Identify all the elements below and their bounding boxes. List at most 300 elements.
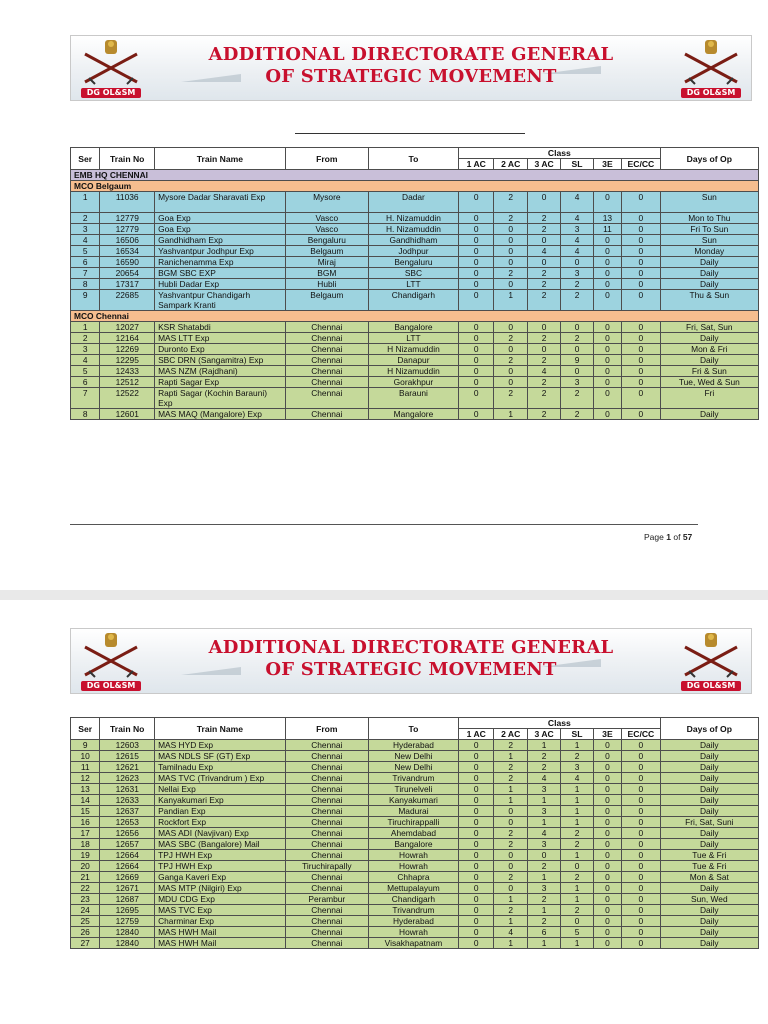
cell-class-count: 0 (622, 916, 661, 927)
cell-to: Barauni (368, 388, 458, 409)
cell-to: SBC (368, 268, 458, 279)
cell-class-count: 2 (527, 290, 560, 311)
table-row (71, 246, 759, 257)
cell-class-count: 2 (561, 279, 593, 290)
cell-class-count: 11 (593, 224, 621, 235)
cell-ser: 27 (71, 938, 100, 949)
col-header-1ac: 1 AC (459, 159, 494, 170)
cell-class-count: 0 (622, 366, 661, 377)
cell-to: H. Nizamuddin (368, 213, 458, 224)
cell-class-count: 0 (593, 751, 621, 762)
cell-class-count: 0 (593, 279, 621, 290)
cell-from: Chennai (285, 377, 368, 388)
table-header (71, 718, 759, 740)
cell-class-count: 0 (494, 817, 527, 828)
banner-title: ADDITIONAL DIRECTORATE GENERAL OF STRATEGIC MOVEMENT (208, 637, 614, 680)
cell-class-count: 2 (527, 861, 560, 872)
cell-class-count: 0 (622, 235, 661, 246)
cell-class-count: 0 (593, 257, 621, 268)
cell-class-count: 0 (494, 279, 527, 290)
cell-ser: 2 (71, 213, 100, 224)
cell-class-count: 0 (593, 344, 621, 355)
cell-train-name: Rapti Sagar Exp (155, 377, 286, 388)
cell-from: Bengaluru (285, 235, 368, 246)
cell-class-count: 4 (494, 927, 527, 938)
cell-days: Sun (660, 235, 758, 246)
cell-class-count: 2 (527, 409, 560, 420)
cell-to: Jodhpur (368, 246, 458, 257)
cell-days: Fri & Sun (660, 366, 758, 377)
cell-ser: 19 (71, 850, 100, 861)
cell-ser: 6 (71, 377, 100, 388)
cell-to: Hyderabad (368, 740, 458, 751)
cell-class-count: 0 (593, 235, 621, 246)
table-row (71, 927, 759, 938)
cell-train-name: Goa Exp (155, 224, 286, 235)
cell-to: Madurai (368, 806, 458, 817)
col-header-ec-cc: EC/CC (622, 159, 661, 170)
cell-class-count: 4 (527, 773, 560, 784)
cell-class-count: 0 (622, 409, 661, 420)
cell-class-count: 0 (459, 861, 494, 872)
cell-ser: 13 (71, 784, 100, 795)
table-row (71, 344, 759, 355)
cell-train-no: 12656 (100, 828, 155, 839)
cell-ser: 7 (71, 268, 100, 279)
cell-class-count: 0 (593, 861, 621, 872)
cell-class-count: 2 (527, 894, 560, 905)
emblem-label: DG OL&SM (81, 681, 141, 691)
cell-class-count: 1 (561, 795, 593, 806)
col-header-ser: Ser (71, 148, 100, 170)
cell-class-count: 0 (561, 916, 593, 927)
cell-class-count: 0 (622, 927, 661, 938)
cell-class-count: 2 (494, 839, 527, 850)
section-row (71, 181, 759, 192)
cell-class-count: 0 (593, 355, 621, 366)
cell-class-count: 3 (527, 806, 560, 817)
cell-class-count: 0 (494, 322, 527, 333)
cell-class-count: 1 (494, 290, 527, 311)
cell-class-count: 0 (622, 740, 661, 751)
cell-train-no: 12637 (100, 806, 155, 817)
cell-train-name: MAS TVC Exp (155, 905, 286, 916)
cell-train-name: Charminar Exp (155, 916, 286, 927)
cell-train-no: 20654 (100, 268, 155, 279)
cell-class-count: 0 (494, 806, 527, 817)
table-body (71, 170, 759, 420)
cell-class-count: 0 (593, 388, 621, 409)
cell-class-count: 0 (494, 850, 527, 861)
cell-to: H. Nizamuddin (368, 224, 458, 235)
cell-train-no: 16506 (100, 235, 155, 246)
col-header-train-name: Train Name (155, 718, 286, 740)
cell-class-count: 0 (593, 268, 621, 279)
cell-class-count: 3 (561, 377, 593, 388)
cell-class-count: 0 (527, 192, 560, 213)
cell-class-count: 0 (459, 740, 494, 751)
cell-train-name: BGM SBC EXP (155, 268, 286, 279)
cell-to: H Nizamuddin (368, 366, 458, 377)
table-row (71, 894, 759, 905)
col-header-2ac: 2 AC (494, 729, 527, 740)
cell-class-count: 4 (561, 246, 593, 257)
cell-train-no: 12671 (100, 883, 155, 894)
cell-train-no: 12631 (100, 784, 155, 795)
cell-class-count: 4 (561, 235, 593, 246)
cell-class-count: 13 (593, 213, 621, 224)
cell-to: New Delhi (368, 751, 458, 762)
cell-days: Daily (660, 916, 758, 927)
cell-class-count: 4 (527, 366, 560, 377)
cell-from: Chennai (285, 762, 368, 773)
cell-class-count: 0 (459, 409, 494, 420)
cell-class-count: 0 (459, 279, 494, 290)
cell-class-count: 2 (527, 213, 560, 224)
cell-to: Trivandrum (368, 905, 458, 916)
cell-train-no: 12164 (100, 333, 155, 344)
cell-class-count: 0 (622, 817, 661, 828)
cell-train-name: MDU CDG Exp (155, 894, 286, 905)
cell-class-count: 2 (527, 916, 560, 927)
cell-train-no: 12779 (100, 224, 155, 235)
cell-train-no: 12433 (100, 366, 155, 377)
cell-to: Danapur (368, 355, 458, 366)
cell-to: LTT (368, 279, 458, 290)
cell-train-no: 12664 (100, 861, 155, 872)
cell-ser: 5 (71, 246, 100, 257)
table-row (71, 235, 759, 246)
cell-from: Belgaum (285, 246, 368, 257)
cell-ser: 9 (71, 290, 100, 311)
cell-class-count: 0 (459, 773, 494, 784)
cell-class-count: 0 (593, 872, 621, 883)
cell-class-count: 0 (593, 916, 621, 927)
cell-class-count: 0 (459, 192, 494, 213)
cell-class-count: 0 (622, 751, 661, 762)
table-row (71, 872, 759, 883)
cell-train-no: 12695 (100, 905, 155, 916)
cell-days: Daily (660, 333, 758, 344)
cell-from: Perambur (285, 894, 368, 905)
cell-class-count: 2 (561, 388, 593, 409)
cell-from: Belgaum (285, 290, 368, 311)
cell-train-no: 12603 (100, 740, 155, 751)
cell-train-name: MAS NZM (Rajdhani) (155, 366, 286, 377)
cell-train-no: 12840 (100, 927, 155, 938)
cell-class-count: 0 (622, 322, 661, 333)
cell-class-count: 2 (494, 268, 527, 279)
cell-days: Fri, Sat, Sun (660, 322, 758, 333)
cell-train-no: 12269 (100, 344, 155, 355)
cell-class-count: 0 (622, 246, 661, 257)
cell-days: Mon & Sat (660, 872, 758, 883)
cell-class-count: 0 (459, 322, 494, 333)
cell-days: Daily (660, 268, 758, 279)
cell-class-count: 2 (494, 388, 527, 409)
cell-train-name: Gandhidham Exp (155, 235, 286, 246)
cell-train-name: Rapti Sagar (Kochin Barauni) Exp (155, 388, 286, 409)
cell-days: Tue & Fri (660, 850, 758, 861)
cell-class-count: 2 (527, 762, 560, 773)
cell-train-no: 12522 (100, 388, 155, 409)
cell-class-count: 4 (527, 246, 560, 257)
col-header-class: Class (459, 718, 661, 729)
col-header-ser: Ser (71, 718, 100, 740)
cell-to: Howrah (368, 850, 458, 861)
cell-ser: 1 (71, 322, 100, 333)
table-header (71, 148, 759, 170)
cell-train-no: 12687 (100, 894, 155, 905)
cell-from: Chennai (285, 817, 368, 828)
cell-days: Daily (660, 751, 758, 762)
cell-to: Bangalore (368, 839, 458, 850)
cell-from: Chennai (285, 740, 368, 751)
cell-class-count: 6 (527, 927, 560, 938)
cell-class-count: 2 (494, 828, 527, 839)
cell-ser: 5 (71, 366, 100, 377)
cell-class-count: 0 (459, 751, 494, 762)
cell-class-count: 0 (622, 905, 661, 916)
cell-ser: 4 (71, 235, 100, 246)
cell-days: Fri, Sat, Suni (660, 817, 758, 828)
cell-class-count: 0 (593, 762, 621, 773)
cell-days: Daily (660, 784, 758, 795)
cell-ser: 18 (71, 839, 100, 850)
col-header-train-name: Train Name (155, 148, 286, 170)
cell-ser: 11 (71, 762, 100, 773)
cell-train-name: Nellai Exp (155, 784, 286, 795)
cell-class-count: 0 (527, 257, 560, 268)
table-row (71, 268, 759, 279)
cell-class-count: 0 (459, 268, 494, 279)
cell-train-name: Hubli Dadar Exp (155, 279, 286, 290)
cell-class-count: 0 (459, 806, 494, 817)
cell-train-name: MAS HYD Exp (155, 740, 286, 751)
col-header-1ac: 1 AC (459, 729, 494, 740)
cell-to: Dadar (368, 192, 458, 213)
cell-ser: 3 (71, 344, 100, 355)
cell-class-count: 0 (494, 366, 527, 377)
cell-to: Chandigarh (368, 894, 458, 905)
cell-train-no: 12512 (100, 377, 155, 388)
cell-from: Tiruchirapally (285, 861, 368, 872)
cell-train-no: 22685 (100, 290, 155, 311)
cell-from: Chennai (285, 773, 368, 784)
col-header-from: From (285, 718, 368, 740)
cell-days: Sun (660, 192, 758, 213)
cell-from: BGM (285, 268, 368, 279)
cell-train-name: MAS HWH Mail (155, 927, 286, 938)
cell-class-count: 2 (494, 333, 527, 344)
cell-train-name: MAS TVC (Trivandrum ) Exp (155, 773, 286, 784)
cell-class-count: 0 (459, 927, 494, 938)
cell-class-count: 0 (622, 938, 661, 949)
cell-class-count: 3 (527, 883, 560, 894)
cell-train-name: TPJ HWH Exp (155, 861, 286, 872)
cell-train-name: Yashvantpur Chandigarh Sampark Kranti (155, 290, 286, 311)
cell-class-count: 0 (622, 795, 661, 806)
cell-train-no: 11036 (100, 192, 155, 213)
cell-class-count: 1 (494, 894, 527, 905)
cell-class-count: 3 (527, 784, 560, 795)
footer-rule (70, 524, 698, 525)
col-header-ec-cc: EC/CC (622, 729, 661, 740)
cell-class-count: 0 (459, 344, 494, 355)
cell-days: Daily (660, 905, 758, 916)
col-header-train-no: Train No (100, 718, 155, 740)
cell-ser: 10 (71, 751, 100, 762)
table-row (71, 938, 759, 949)
cell-from: Chennai (285, 850, 368, 861)
cell-class-count: 0 (622, 344, 661, 355)
cell-train-name: SBC DRN (Sangamitra) Exp (155, 355, 286, 366)
cell-class-count: 0 (622, 377, 661, 388)
banner-title: ADDITIONAL DIRECTORATE GENERAL OF STRATEGIC MOVEMENT (208, 44, 614, 87)
cell-ser: 15 (71, 806, 100, 817)
cell-class-count: 0 (593, 377, 621, 388)
cell-from: Chennai (285, 916, 368, 927)
col-header-3ac: 3 AC (527, 729, 560, 740)
cell-to: Ahemdabad (368, 828, 458, 839)
cell-to: New Delhi (368, 762, 458, 773)
cell-days: Daily (660, 762, 758, 773)
cell-class-count: 2 (561, 409, 593, 420)
cell-ser: 3 (71, 224, 100, 235)
cell-class-count: 2 (561, 839, 593, 850)
cell-days: Mon & Fri (660, 344, 758, 355)
cell-class-count: 1 (561, 817, 593, 828)
cell-class-count: 2 (561, 290, 593, 311)
cell-ser: 1 (71, 192, 100, 213)
cell-class-count: 4 (527, 828, 560, 839)
cell-class-count: 0 (593, 938, 621, 949)
cell-from: Chennai (285, 905, 368, 916)
cell-from: Chennai (285, 927, 368, 938)
col-header-to: To (368, 148, 458, 170)
cell-class-count: 1 (527, 872, 560, 883)
table-row (71, 290, 759, 311)
cell-days: Fri To Sun (660, 224, 758, 235)
cell-from: Vasco (285, 224, 368, 235)
cell-ser: 6 (71, 257, 100, 268)
cell-class-count: 0 (459, 377, 494, 388)
cell-class-count: 0 (494, 861, 527, 872)
cell-class-count: 2 (527, 279, 560, 290)
cell-train-name: TPJ HWH Exp (155, 850, 286, 861)
cell-class-count: 0 (561, 257, 593, 268)
cell-class-count: 4 (561, 192, 593, 213)
cell-class-count: 0 (527, 322, 560, 333)
cell-class-count: 0 (622, 839, 661, 850)
cell-days: Daily (660, 806, 758, 817)
cell-from: Chennai (285, 795, 368, 806)
header-banner (70, 628, 752, 694)
cell-class-count: 0 (459, 916, 494, 927)
cell-from: Chennai (285, 366, 368, 377)
cell-class-count: 0 (459, 246, 494, 257)
cell-train-name: Ganga Kaveri Exp (155, 872, 286, 883)
emblem-label: DG OL&SM (681, 681, 741, 691)
cell-to: Mangalore (368, 409, 458, 420)
cell-class-count: 2 (494, 213, 527, 224)
cell-to: Howrah (368, 861, 458, 872)
cell-from: Chennai (285, 388, 368, 409)
cell-class-count: 0 (622, 279, 661, 290)
cell-class-count: 0 (593, 850, 621, 861)
table-row (71, 377, 759, 388)
cell-class-count: 1 (494, 916, 527, 927)
table-row (71, 224, 759, 235)
crossed-swords-emblem-icon (677, 631, 745, 681)
cell-class-count: 0 (622, 806, 661, 817)
cell-class-count: 1 (561, 938, 593, 949)
cell-from: Chennai (285, 806, 368, 817)
cell-class-count: 4 (561, 773, 593, 784)
cell-train-no: 17317 (100, 279, 155, 290)
cell-class-count: 0 (459, 839, 494, 850)
cell-days: Daily (660, 257, 758, 268)
cell-train-name: MAS HWH Mail (155, 938, 286, 949)
cell-days: Daily (660, 740, 758, 751)
cell-class-count: 0 (622, 894, 661, 905)
cell-train-no: 12621 (100, 762, 155, 773)
col-header-3ac: 3 AC (527, 159, 560, 170)
cell-class-count: 0 (622, 333, 661, 344)
cell-train-name: Mysore Dadar Sharavati Exp (155, 192, 286, 213)
col-header-days: Days of Op (660, 148, 758, 170)
cell-class-count: 0 (593, 894, 621, 905)
cell-class-count: 0 (593, 246, 621, 257)
cell-class-count: 0 (593, 290, 621, 311)
cell-train-no: 12027 (100, 322, 155, 333)
cell-class-count: 0 (593, 795, 621, 806)
cell-class-count: 0 (622, 192, 661, 213)
cell-class-count: 2 (527, 377, 560, 388)
cell-train-no: 12840 (100, 938, 155, 949)
title-underline (295, 133, 525, 134)
cell-ser: 26 (71, 927, 100, 938)
cell-to: Howrah (368, 927, 458, 938)
cell-class-count: 0 (494, 224, 527, 235)
cell-from: Chennai (285, 839, 368, 850)
cell-class-count: 1 (527, 817, 560, 828)
emblem-right (677, 38, 745, 98)
cell-train-no: 16590 (100, 257, 155, 268)
table-row (71, 355, 759, 366)
cell-class-count: 1 (494, 409, 527, 420)
cell-class-count: 0 (593, 366, 621, 377)
cell-ser: 20 (71, 861, 100, 872)
cell-class-count: 2 (494, 355, 527, 366)
cell-days: Daily (660, 355, 758, 366)
cell-days: Monday (660, 246, 758, 257)
cell-class-count: 0 (459, 388, 494, 409)
cell-class-count: 0 (593, 333, 621, 344)
cell-class-count: 5 (561, 927, 593, 938)
cell-days: Daily (660, 938, 758, 949)
cell-days: Daily (660, 279, 758, 290)
cell-class-count: 2 (561, 751, 593, 762)
cell-from: Chennai (285, 883, 368, 894)
cell-train-no: 12601 (100, 409, 155, 420)
col-header-3e: 3E (593, 159, 621, 170)
cell-class-count: 0 (494, 246, 527, 257)
table-row (71, 806, 759, 817)
cell-class-count: 0 (494, 344, 527, 355)
cell-to: Tiruchirappalli (368, 817, 458, 828)
cell-class-count: 0 (561, 322, 593, 333)
